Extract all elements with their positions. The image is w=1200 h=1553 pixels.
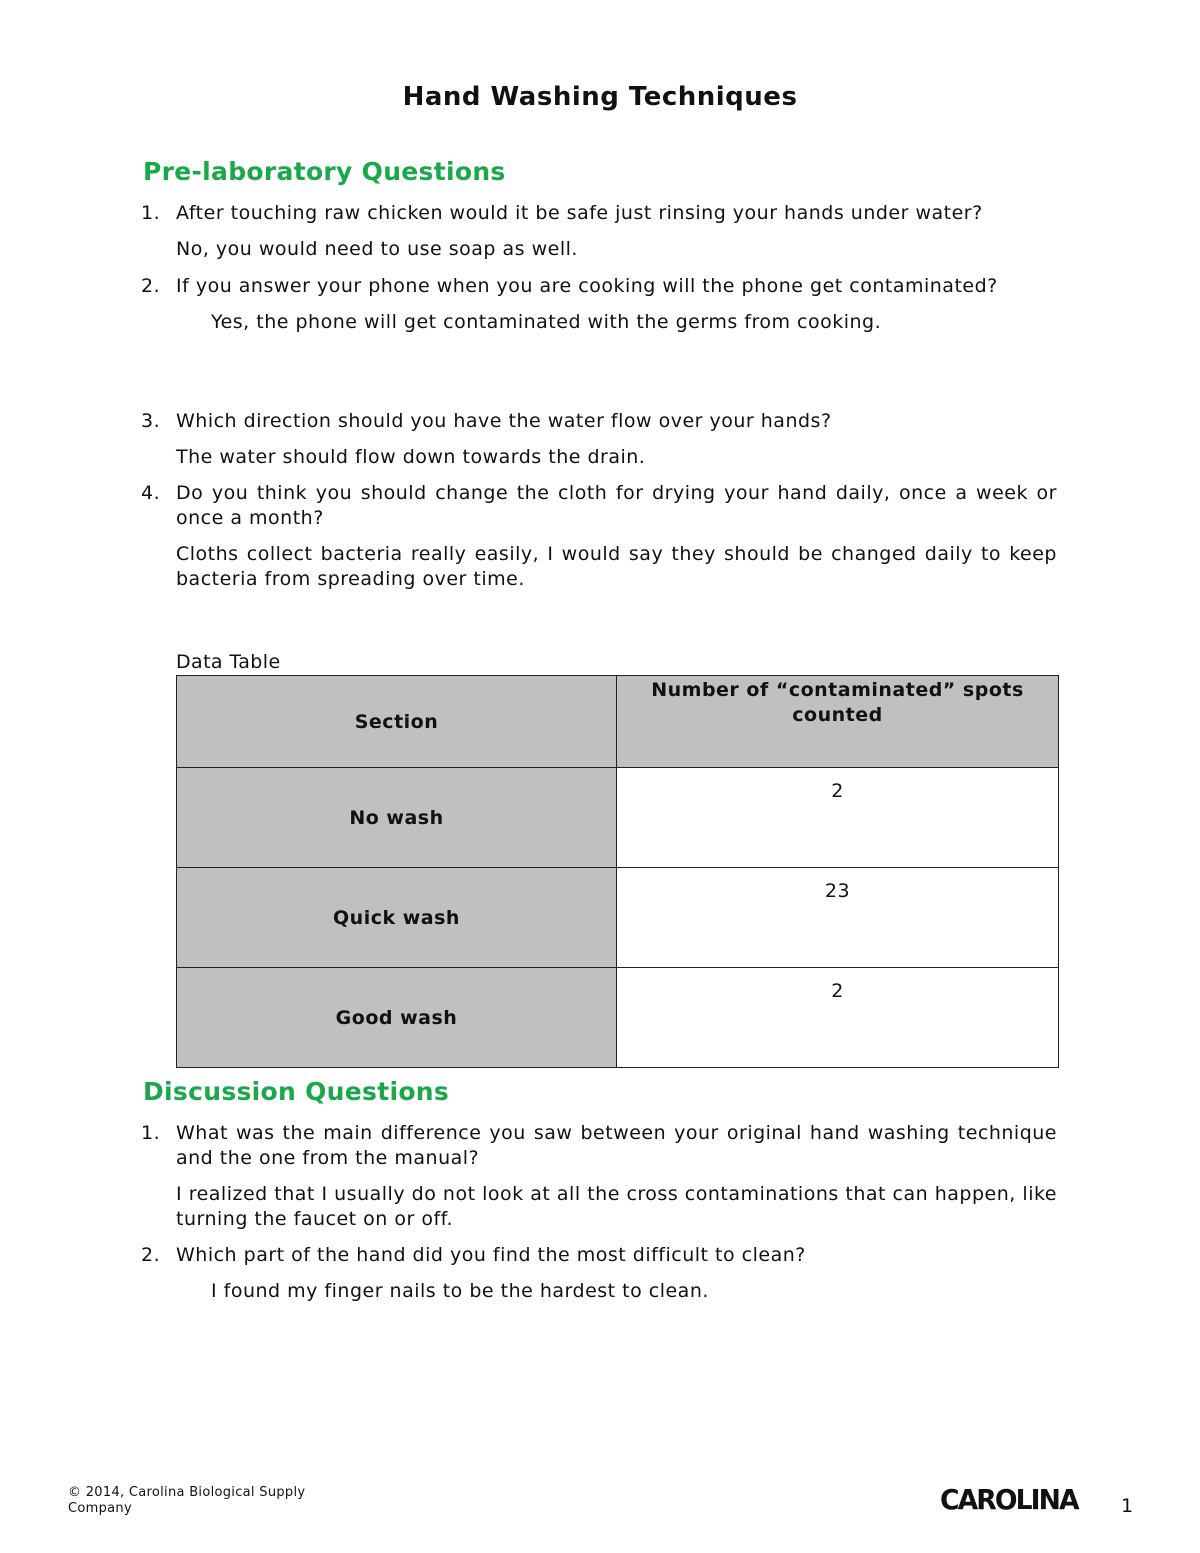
table-caption: Data Table bbox=[176, 651, 281, 673]
prelab-question-2 bbox=[141, 274, 1057, 335]
prelab-question-list bbox=[141, 201, 1057, 262]
prelab-question-4 bbox=[141, 481, 1057, 592]
question-number: 3. bbox=[141, 410, 161, 432]
question-text: What was the main difference you saw between your original hand washing technique and the one from the manual? bbox=[176, 1122, 1057, 1169]
question-number: 1. bbox=[141, 202, 161, 224]
question-text: If you answer your phone when you are cooking will the phone get contaminated? bbox=[176, 275, 998, 297]
page-number: 1 bbox=[1121, 1495, 1134, 1517]
prelab-question-3 bbox=[141, 409, 1057, 470]
answer-text: I realized that I usually do not look at all the cross contaminations that can happen, like turning the faucet on or off. bbox=[176, 1183, 1057, 1230]
question-text: Do you think you should change the cloth for drying your hand daily, once a week or once a month? bbox=[176, 482, 1057, 529]
row-count: 2 bbox=[617, 968, 1059, 1068]
header-section: Section bbox=[177, 676, 617, 768]
row-count: 23 bbox=[617, 868, 1059, 968]
question-number: 2. bbox=[141, 275, 161, 297]
prelab-question-list-3 bbox=[141, 409, 1057, 592]
row-section: No wash bbox=[177, 768, 617, 868]
answer-text: No, you would need to use soap as well. bbox=[176, 238, 578, 260]
table-row bbox=[177, 968, 1059, 1068]
prelab-question-1 bbox=[141, 201, 1057, 262]
answer-text: Yes, the phone will get contaminated with the germs from cooking. bbox=[211, 311, 882, 333]
row-count: 2 bbox=[617, 768, 1059, 868]
table-row bbox=[177, 868, 1059, 968]
row-section: Quick wash bbox=[177, 868, 617, 968]
answer-text: Cloths collect bacteria really easily, I would say they should be changed daily to keep bacteria from spreading over time. bbox=[176, 543, 1057, 590]
prelab-heading: Pre-laboratory Questions bbox=[143, 157, 506, 186]
answer-text: The water should flow down towards the drain. bbox=[176, 446, 646, 468]
discussion-heading: Discussion Questions bbox=[143, 1077, 450, 1106]
data-table bbox=[176, 675, 1059, 1068]
question-number: 1. bbox=[141, 1122, 161, 1144]
copyright-line-1: © 2014, Carolina Biological Supply bbox=[68, 1485, 306, 1500]
question-number: 4. bbox=[141, 482, 161, 504]
carolina-logo: CAROLINA bbox=[940, 1483, 1078, 1516]
copyright-notice bbox=[68, 1485, 305, 1517]
row-section: Good wash bbox=[177, 968, 617, 1068]
discussion-question-2 bbox=[141, 1243, 1057, 1304]
question-text: After touching raw chicken would it be safe just rinsing your hands under water? bbox=[176, 202, 983, 224]
answer-text: I found my finger nails to be the hardest to clean. bbox=[211, 1280, 709, 1302]
header-count: Number of “contaminated” spots counted bbox=[617, 676, 1059, 768]
question-text: Which direction should you have the water flow over your hands? bbox=[176, 410, 832, 432]
discussion-question-1 bbox=[141, 1121, 1057, 1232]
question-number: 2. bbox=[141, 1244, 161, 1266]
discussion-question-list bbox=[141, 1121, 1057, 1304]
prelab-question-list-2 bbox=[141, 274, 1057, 335]
copyright-line-2: Company bbox=[68, 1501, 132, 1516]
table-header-row bbox=[177, 676, 1059, 768]
page-title: Hand Washing Techniques bbox=[402, 82, 798, 112]
table-row bbox=[177, 768, 1059, 868]
question-text: Which part of the hand did you find the most difficult to clean? bbox=[176, 1244, 806, 1266]
